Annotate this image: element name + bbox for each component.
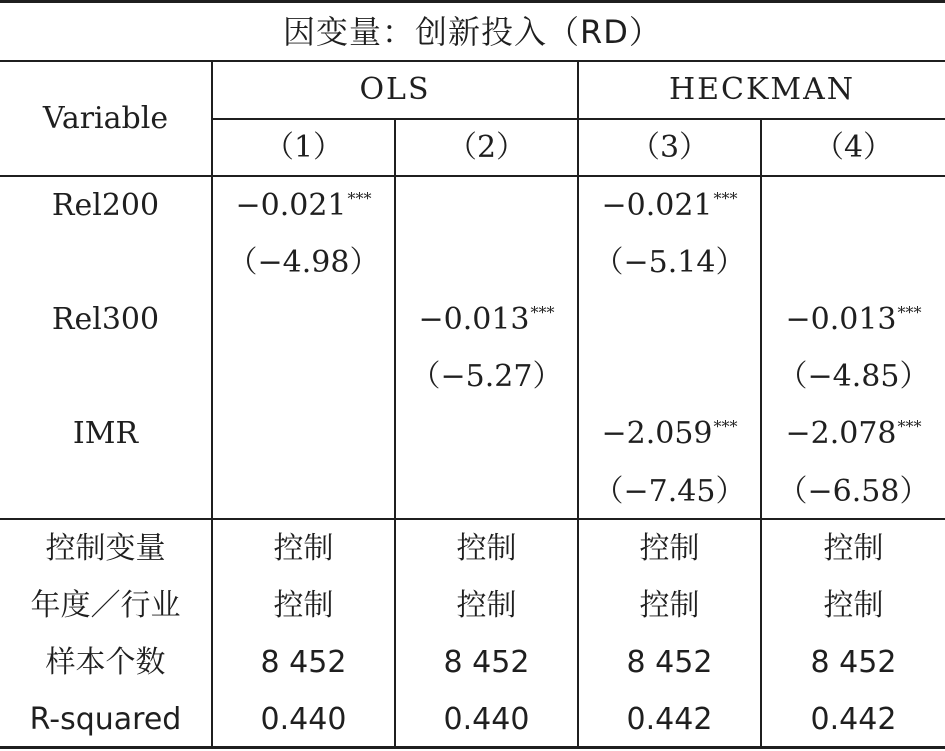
footer-cell: 0.440	[443, 701, 530, 737]
row-label: Rel300	[51, 301, 160, 337]
table-cell	[579, 177, 760, 234]
footer-row-label: 样本个数	[45, 644, 166, 680]
footer-cell: 控制	[823, 530, 884, 566]
col-header-4: （4）	[813, 129, 894, 165]
coefficient-text: −0.013	[418, 301, 530, 337]
table-cell	[579, 234, 760, 291]
significance-stars: ***	[897, 417, 922, 437]
footer-cell: 控制	[273, 587, 334, 623]
footer-cell: 控制	[456, 587, 517, 623]
table-cell	[396, 234, 577, 291]
coefficient-value	[601, 187, 738, 223]
footer-cell: 控制	[273, 530, 334, 566]
table-cell	[396, 406, 577, 463]
table-cell	[579, 406, 760, 463]
table-cell	[396, 291, 577, 348]
footer-cell: 8 452	[443, 644, 530, 680]
footer-cell: 控制	[823, 587, 884, 623]
table-cell	[762, 177, 945, 234]
coefficient-text: （−4.98）	[227, 244, 380, 280]
col-header-3: （3）	[629, 129, 710, 165]
footer-cell: 0.442	[810, 701, 897, 737]
footer-cell: 控制	[639, 530, 700, 566]
coefficient-text: −0.021	[601, 187, 713, 223]
coefficient-text: （−6.58）	[777, 473, 930, 509]
table-cell	[213, 177, 394, 234]
coefficient-text: −2.059	[601, 416, 713, 452]
coefficient-value	[777, 473, 930, 509]
variable-header: Variable	[42, 100, 169, 136]
footer-cell: 8 452	[626, 644, 713, 680]
coefficient-value	[227, 244, 380, 280]
table-cell	[396, 463, 577, 520]
coefficient-value	[785, 301, 922, 337]
top-rule	[0, 0, 945, 3]
table-cell	[579, 349, 760, 406]
table-title: 因变量：创新投入（RD）	[283, 13, 662, 51]
coefficient-text: −0.013	[785, 301, 897, 337]
coefficient-value	[593, 473, 746, 509]
significance-stars: ***	[713, 188, 738, 208]
coefficient-value	[593, 244, 746, 280]
col-header-1: （1）	[263, 129, 344, 165]
table-cell	[762, 463, 945, 520]
significance-stars: ***	[897, 302, 922, 322]
coefficient-value	[601, 416, 738, 452]
table-cell	[762, 291, 945, 348]
table-cell	[579, 291, 760, 348]
table-cell	[579, 463, 760, 520]
footer-row-label: 控制变量	[45, 530, 166, 566]
row-label	[0, 463, 211, 520]
coefficient-value	[418, 301, 555, 337]
coefficient-value	[410, 359, 563, 395]
footer-cell: 控制	[456, 530, 517, 566]
table-cell	[762, 406, 945, 463]
group-header-heckman: HECKMAN	[668, 72, 856, 107]
coefficient-value	[235, 187, 372, 223]
footer-cell: 8 452	[260, 644, 347, 680]
coefficient-value	[777, 359, 930, 395]
significance-stars: ***	[713, 417, 738, 437]
table-cell	[213, 406, 394, 463]
row-label	[0, 234, 211, 291]
table-cell	[396, 349, 577, 406]
group-header-ols: OLS	[359, 72, 431, 107]
footer-cell: 控制	[639, 587, 700, 623]
table-cell	[213, 291, 394, 348]
table-cell	[213, 463, 394, 520]
coefficient-text: −0.021	[235, 187, 347, 223]
table-cell	[762, 349, 945, 406]
coefficient-text: （−4.85）	[777, 359, 930, 395]
footer-row-label: 年度／行业	[30, 587, 181, 623]
coefficient-text: （−5.14）	[593, 244, 746, 280]
table-cell	[396, 177, 577, 234]
footer-cell: 8 452	[810, 644, 897, 680]
footer-row-label: R-squared	[29, 701, 182, 737]
table-cell	[213, 234, 394, 291]
col-header-2: （2）	[446, 129, 527, 165]
coefficient-value	[785, 416, 922, 452]
table-cell	[762, 234, 945, 291]
table-cell	[213, 349, 394, 406]
row-label: Rel200	[51, 187, 160, 223]
footer-cell: 0.440	[260, 701, 347, 737]
footer-cell: 0.442	[626, 701, 713, 737]
coefficient-text: （−5.27）	[410, 359, 563, 395]
coefficient-text: −2.078	[785, 416, 897, 452]
row-label: IMR	[72, 416, 139, 452]
significance-stars: ***	[530, 302, 555, 322]
significance-stars: ***	[347, 188, 372, 208]
coefficient-text: （−7.45）	[593, 473, 746, 509]
row-label	[0, 349, 211, 406]
